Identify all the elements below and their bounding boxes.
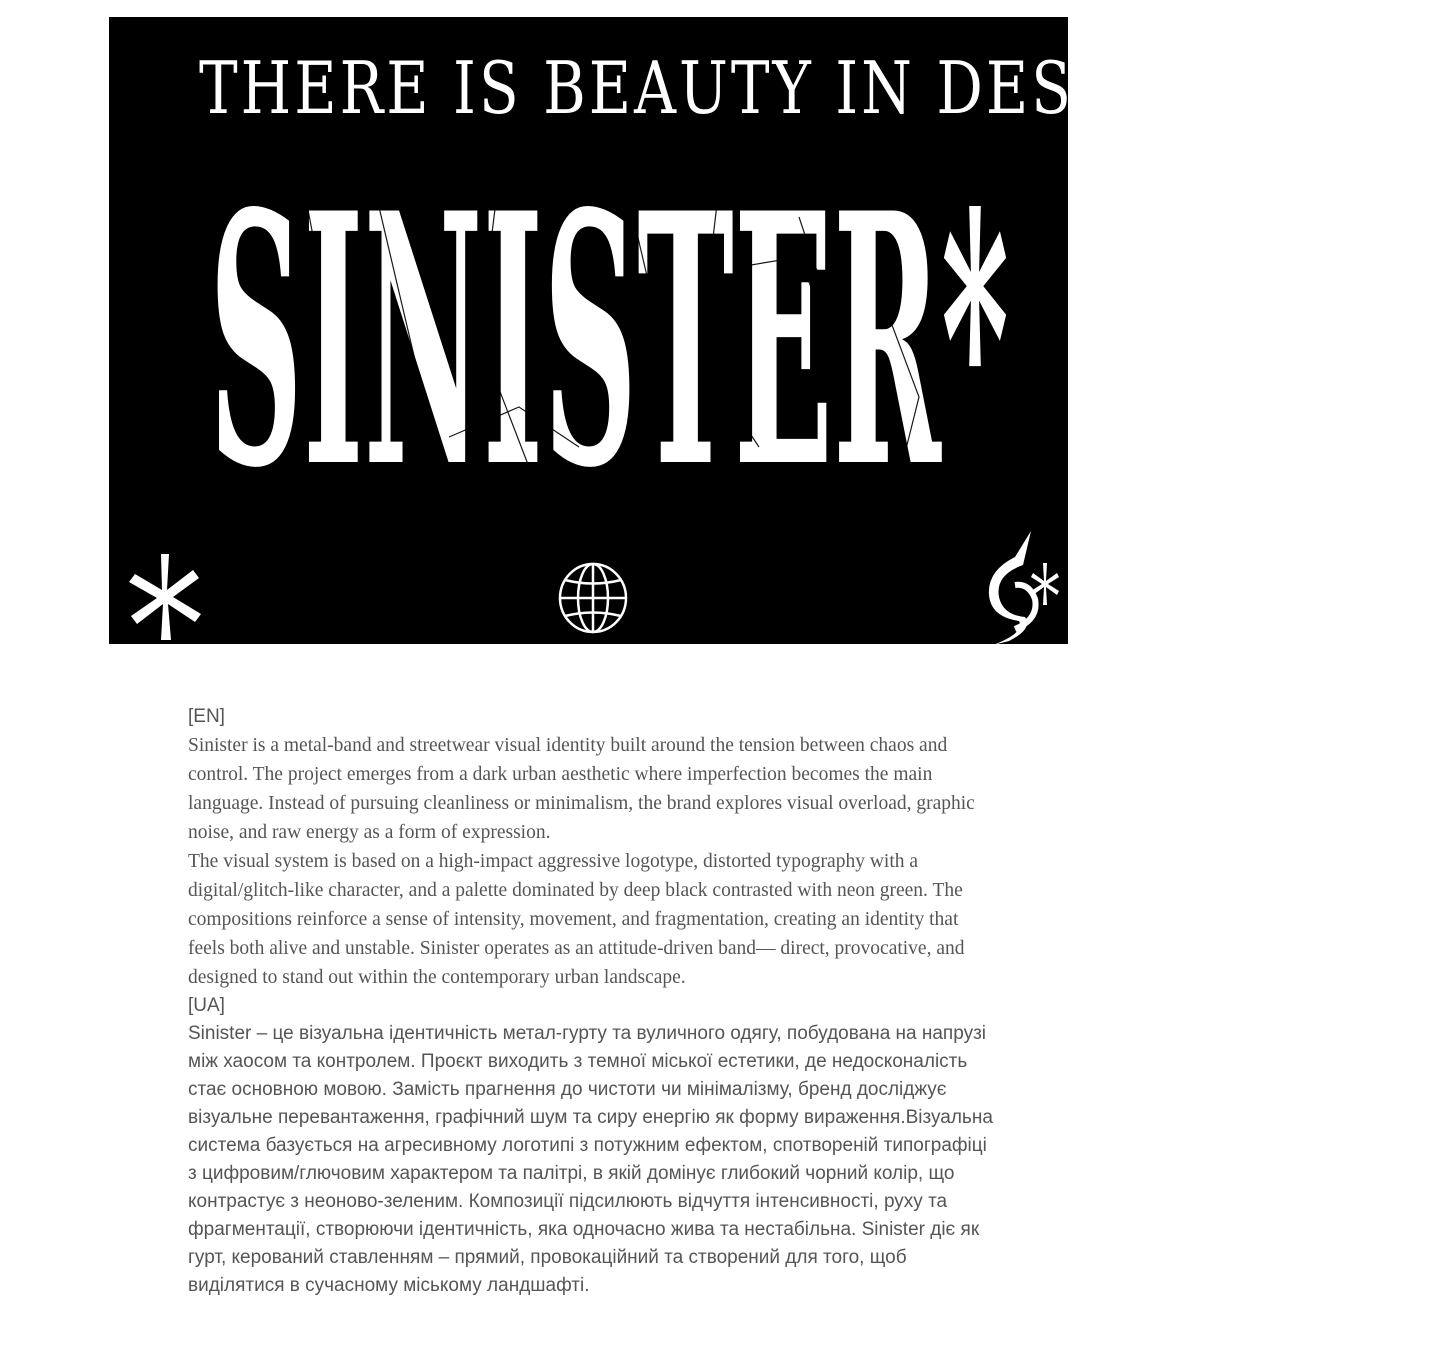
hero-image [109,17,1433,644]
sinister-logo [199,117,1019,545]
en-paragraph-1: Sinister is a metal-band and streetwear visual identity built around the tension between chaos and control. The project emerges from a dark urban aesthetic where imperfection becomes the main language. Instead of pursuing cleanliness or minimalism, the brand explores visual overload, graphic noise, and raw energy as a form of expression. [188,735,975,843]
ua-paragraph: Sinister – це візуальна ідентичність метал-гурту та вуличного одягу, побудована на напрузі між хаосом та контролем. Проєкт виходить з темної міської естетики, де недосконалість стає основною мовою. Замість прагнення до чистоти чи мінімалізму, бренд досліджує візуальне перевантаження, графічний шум та сиру енергію як форму вираження.Візуальна система базується на агресивному логотипі з потужним ефектом, спотвореній типографіці з цифровим/глючовим характером та палітрі, в якій домінує глибокий чорний колір, що контрастує з неоново-зеленим. Композиції підсилюють відчуття інтенсивності, руху та фрагментації, створюючи ідентичність, яка одночасно жива та нестабільна. Sinister діє як гурт, керований ставленням – прямий, провокаційний та створений для того, щоб виділятися в сучасному міському ландшафті. [188,1023,993,1296]
hero-tagline: THERE IS BEAUTY IN DESTRUCTION [199,45,1433,131]
asterisk-icon [127,552,203,642]
description-section [188,703,998,1300]
sinister-logo-text: SINISTER* [209,138,1010,545]
globe-icon [557,561,629,635]
en-paragraph-2: The visual system is based on a high-impact aggressive logotype, distorted typography with a digital/glitch-like character, and a palette dominated by deep black contrasted with neon green. The compositions reinforce a sense of intensity, movement, and fragmentation, creating an identity that feels both alive and unstable. Sinister operates as an attitude-driven band— direct, provocative, and designed to stand out within the contemporary urban landscape. [188,851,965,988]
s-monogram-icon [985,525,1061,645]
en-language-label: [EN] [188,706,225,727]
ua-language-label: [UA] [188,995,225,1016]
